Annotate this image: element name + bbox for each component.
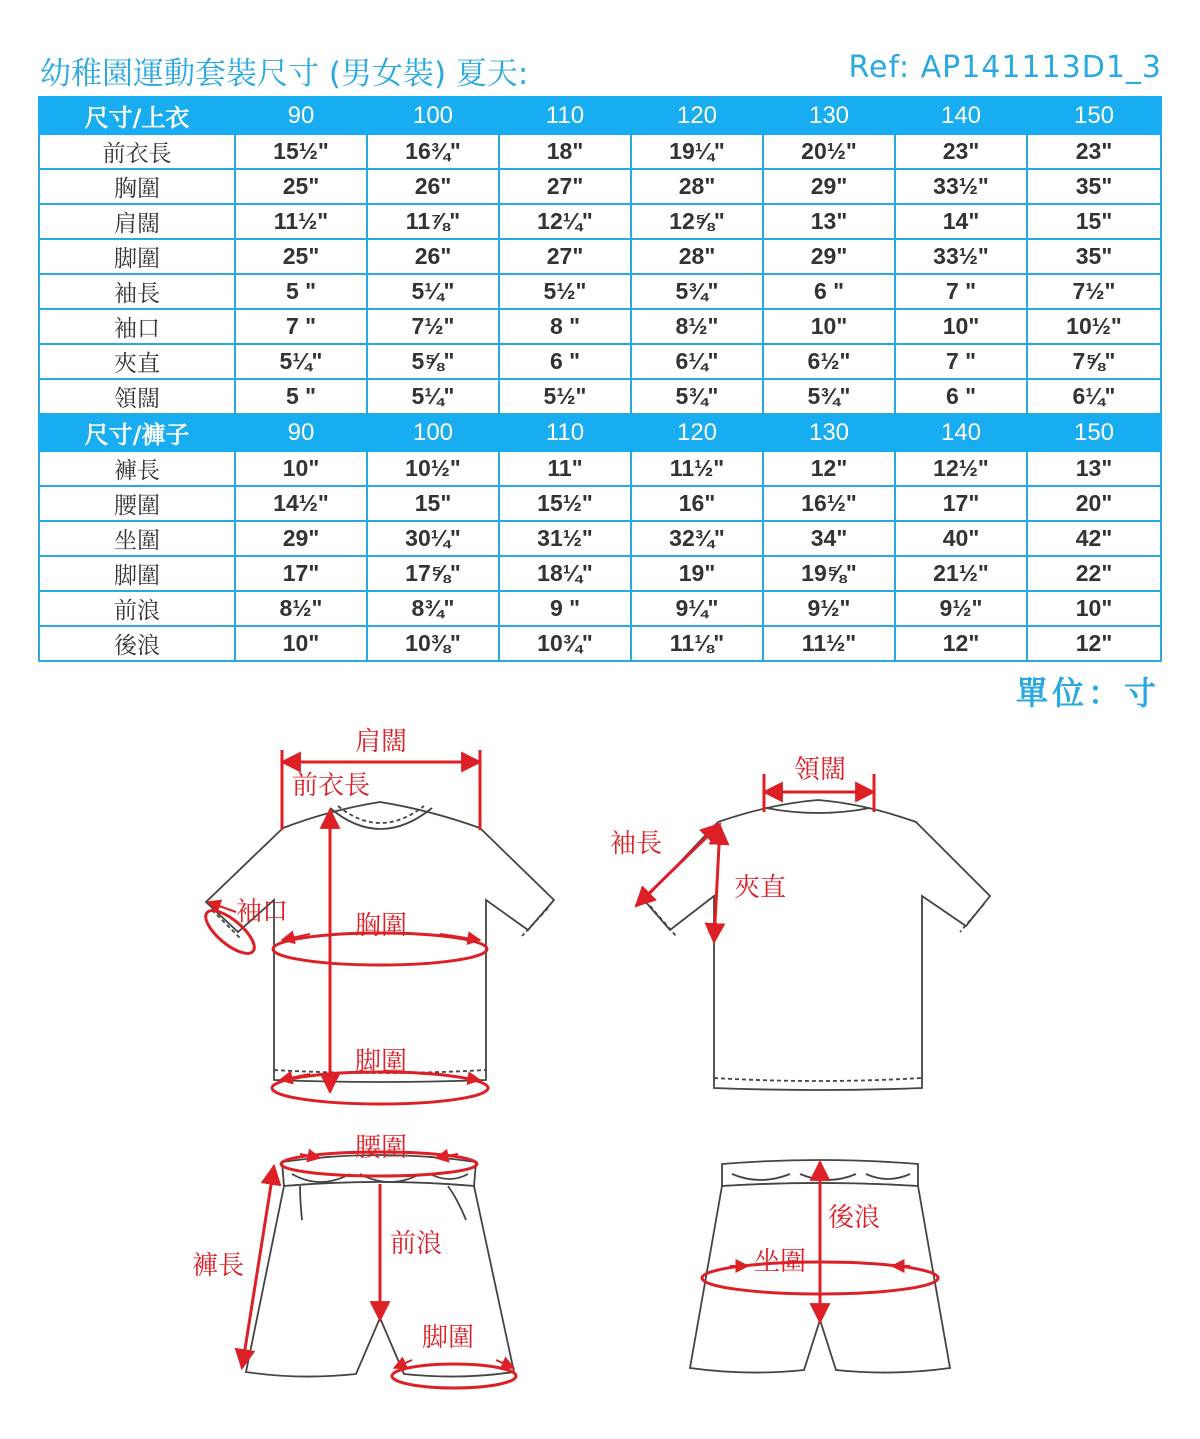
table-header-row <box>39 414 1161 451</box>
value-cell: 26" <box>367 169 499 204</box>
value-cell: 17" <box>895 486 1027 521</box>
label-back-rise: 後浪 <box>828 1203 881 1233</box>
value-cell: 8½" <box>235 591 367 626</box>
value-cell: 16" <box>631 486 763 521</box>
value-cell: 20" <box>1027 486 1161 521</box>
row-label-cell: 前衣長 <box>39 134 235 169</box>
value-cell: 11½" <box>763 626 895 661</box>
value-cell: 5¼" <box>367 274 499 309</box>
value-cell: 5⅝" <box>367 344 499 379</box>
tshirt-back-drawing <box>644 800 990 1090</box>
header-label-cell: 尺寸/褲子 <box>39 414 235 451</box>
value-cell: 11" <box>499 451 631 486</box>
value-cell: 40" <box>895 521 1027 556</box>
value-cell: 9½" <box>763 591 895 626</box>
label-leg-opening: 脚圍 <box>422 1323 475 1353</box>
value-cell: 27" <box>499 239 631 274</box>
label-armhole: 夾直 <box>734 873 787 903</box>
value-cell: 7 " <box>235 309 367 344</box>
value-cell: 23" <box>1027 134 1161 169</box>
table-row <box>39 239 1161 274</box>
table-row <box>39 274 1161 309</box>
page-title: 幼稚園運動套裝尺寸 (男女裝) 夏天: <box>40 56 529 92</box>
value-cell: 10" <box>1027 591 1161 626</box>
value-cell: 31½" <box>499 521 631 556</box>
table-row <box>39 169 1161 204</box>
value-cell: 9¼" <box>631 591 763 626</box>
value-cell: 29" <box>763 169 895 204</box>
value-cell: 11⅛" <box>631 626 763 661</box>
header-size-cell: 130 <box>763 97 895 134</box>
value-cell: 5 " <box>235 274 367 309</box>
row-label-cell: 肩闊 <box>39 204 235 239</box>
label-sleeve-length: 袖長 <box>610 829 663 859</box>
table-row <box>39 486 1161 521</box>
value-cell: 18¼" <box>499 556 631 591</box>
value-cell: 16¾" <box>367 134 499 169</box>
value-cell: 8½" <box>631 309 763 344</box>
row-label-cell: 脚圍 <box>39 239 235 274</box>
value-cell: 15" <box>1027 204 1161 239</box>
garment-diagrams <box>0 700 1200 1439</box>
header-size-cell: 150 <box>1027 97 1161 134</box>
row-label-cell: 腰圍 <box>39 486 235 521</box>
header-size-cell: 110 <box>499 414 631 451</box>
value-cell: 8 " <box>499 309 631 344</box>
value-cell: 10½" <box>1027 309 1161 344</box>
value-cell: 19" <box>631 556 763 591</box>
value-cell: 10¾" <box>499 626 631 661</box>
table-row <box>39 556 1161 591</box>
value-cell: 5¾" <box>631 274 763 309</box>
value-cell: 7½" <box>1027 274 1161 309</box>
value-cell: 15½" <box>235 134 367 169</box>
value-cell: 6 " <box>895 379 1027 414</box>
value-cell: 19⅝" <box>763 556 895 591</box>
row-label-cell: 坐圍 <box>39 521 235 556</box>
header-size-cell: 130 <box>763 414 895 451</box>
value-cell: 7⅝" <box>1027 344 1161 379</box>
value-cell: 15" <box>367 486 499 521</box>
value-cell: 33½" <box>895 239 1027 274</box>
value-cell: 12⅝" <box>631 204 763 239</box>
label-pants-length: 褲長 <box>192 1251 245 1281</box>
table-row <box>39 379 1161 414</box>
value-cell: 12" <box>895 626 1027 661</box>
header-size-cell: 100 <box>367 414 499 451</box>
value-cell: 34" <box>763 521 895 556</box>
value-cell: 6 " <box>763 274 895 309</box>
value-cell: 7 " <box>895 274 1027 309</box>
value-cell: 11½" <box>235 204 367 239</box>
label-collar-width: 領闊 <box>793 755 847 785</box>
row-label-cell: 後浪 <box>39 626 235 661</box>
value-cell: 5¾" <box>763 379 895 414</box>
value-cell: 6¼" <box>631 344 763 379</box>
row-label-cell: 前浪 <box>39 591 235 626</box>
row-label-cell: 脚圍 <box>39 556 235 591</box>
header-size-cell: 140 <box>895 414 1027 451</box>
reference-code: Ref: AP141113D1_3 <box>848 50 1162 85</box>
value-cell: 10" <box>235 451 367 486</box>
row-label-cell: 褲長 <box>39 451 235 486</box>
value-cell: 35" <box>1027 239 1161 274</box>
value-cell: 9 " <box>499 591 631 626</box>
table-row <box>39 309 1161 344</box>
row-label-cell: 胸圍 <box>39 169 235 204</box>
header-size-cell: 120 <box>631 97 763 134</box>
label-waist: 腰圍 <box>354 1133 408 1163</box>
header-size-cell: 110 <box>499 97 631 134</box>
value-cell: 18" <box>499 134 631 169</box>
label-shoulder-width: 肩闊 <box>354 727 408 757</box>
table-row <box>39 134 1161 169</box>
value-cell: 27" <box>499 169 631 204</box>
value-cell: 20½" <box>763 134 895 169</box>
value-cell: 9½" <box>895 591 1027 626</box>
row-label-cell: 領闊 <box>39 379 235 414</box>
value-cell: 5½" <box>499 274 631 309</box>
label-front-length: 前衣長 <box>292 771 371 801</box>
value-cell: 32¾" <box>631 521 763 556</box>
value-cell: 28" <box>631 169 763 204</box>
value-cell: 25" <box>235 239 367 274</box>
header-size-cell: 140 <box>895 97 1027 134</box>
value-cell: 13" <box>763 204 895 239</box>
value-cell: 10" <box>895 309 1027 344</box>
label-cuff: 袖口 <box>236 897 289 927</box>
header-size-cell: 90 <box>235 97 367 134</box>
value-cell: 5¼" <box>235 344 367 379</box>
value-cell: 17" <box>235 556 367 591</box>
value-cell: 35" <box>1027 169 1161 204</box>
value-cell: 28" <box>631 239 763 274</box>
table-row <box>39 344 1161 379</box>
value-cell: 8¾" <box>367 591 499 626</box>
value-cell: 29" <box>763 239 895 274</box>
table-row <box>39 204 1161 239</box>
value-cell: 5¼" <box>367 379 499 414</box>
value-cell: 12½" <box>895 451 1027 486</box>
value-cell: 29" <box>235 521 367 556</box>
label-front-rise: 前浪 <box>390 1229 443 1259</box>
value-cell: 6 " <box>499 344 631 379</box>
label-hem: 脚圍 <box>354 1047 408 1077</box>
value-cell: 15½" <box>499 486 631 521</box>
value-cell: 11½" <box>631 451 763 486</box>
value-cell: 13" <box>1027 451 1161 486</box>
units-note: 單位：寸 <box>1015 674 1160 712</box>
value-cell: 7½" <box>367 309 499 344</box>
value-cell: 21½" <box>895 556 1027 591</box>
value-cell: 5 " <box>235 379 367 414</box>
table-row <box>39 626 1161 661</box>
value-cell: 10" <box>235 626 367 661</box>
header-size-cell: 100 <box>367 97 499 134</box>
label-chest: 胸圍 <box>354 911 408 941</box>
value-cell: 10⅜" <box>367 626 499 661</box>
value-cell: 7 " <box>895 344 1027 379</box>
header-size-cell: 90 <box>235 414 367 451</box>
value-cell: 16½" <box>763 486 895 521</box>
table-row <box>39 591 1161 626</box>
table-header-row <box>39 97 1161 134</box>
row-label-cell: 袖長 <box>39 274 235 309</box>
size-table <box>38 96 1162 662</box>
value-cell: 11⅞" <box>367 204 499 239</box>
value-cell: 19¼" <box>631 134 763 169</box>
value-cell: 17⅝" <box>367 556 499 591</box>
row-label-cell: 夾直 <box>39 344 235 379</box>
header-size-cell: 150 <box>1027 414 1161 451</box>
value-cell: 12" <box>763 451 895 486</box>
value-cell: 22" <box>1027 556 1161 591</box>
value-cell: 6¼" <box>1027 379 1161 414</box>
value-cell: 23" <box>895 134 1027 169</box>
table-row <box>39 521 1161 556</box>
header-label-cell: 尺寸/上衣 <box>39 97 235 134</box>
value-cell: 10½" <box>367 451 499 486</box>
value-cell: 42" <box>1027 521 1161 556</box>
row-label-cell: 袖口 <box>39 309 235 344</box>
value-cell: 30¼" <box>367 521 499 556</box>
value-cell: 6½" <box>763 344 895 379</box>
tshirt-front-drawing <box>206 802 554 1082</box>
value-cell: 12" <box>1027 626 1161 661</box>
value-cell: 10" <box>763 309 895 344</box>
value-cell: 26" <box>367 239 499 274</box>
header-size-cell: 120 <box>631 414 763 451</box>
value-cell: 5¾" <box>631 379 763 414</box>
value-cell: 33½" <box>895 169 1027 204</box>
value-cell: 5½" <box>499 379 631 414</box>
value-cell: 12¼" <box>499 204 631 239</box>
value-cell: 25" <box>235 169 367 204</box>
value-cell: 14½" <box>235 486 367 521</box>
value-cell: 14" <box>895 204 1027 239</box>
table-row <box>39 451 1161 486</box>
label-hip: 坐圍 <box>754 1247 807 1277</box>
